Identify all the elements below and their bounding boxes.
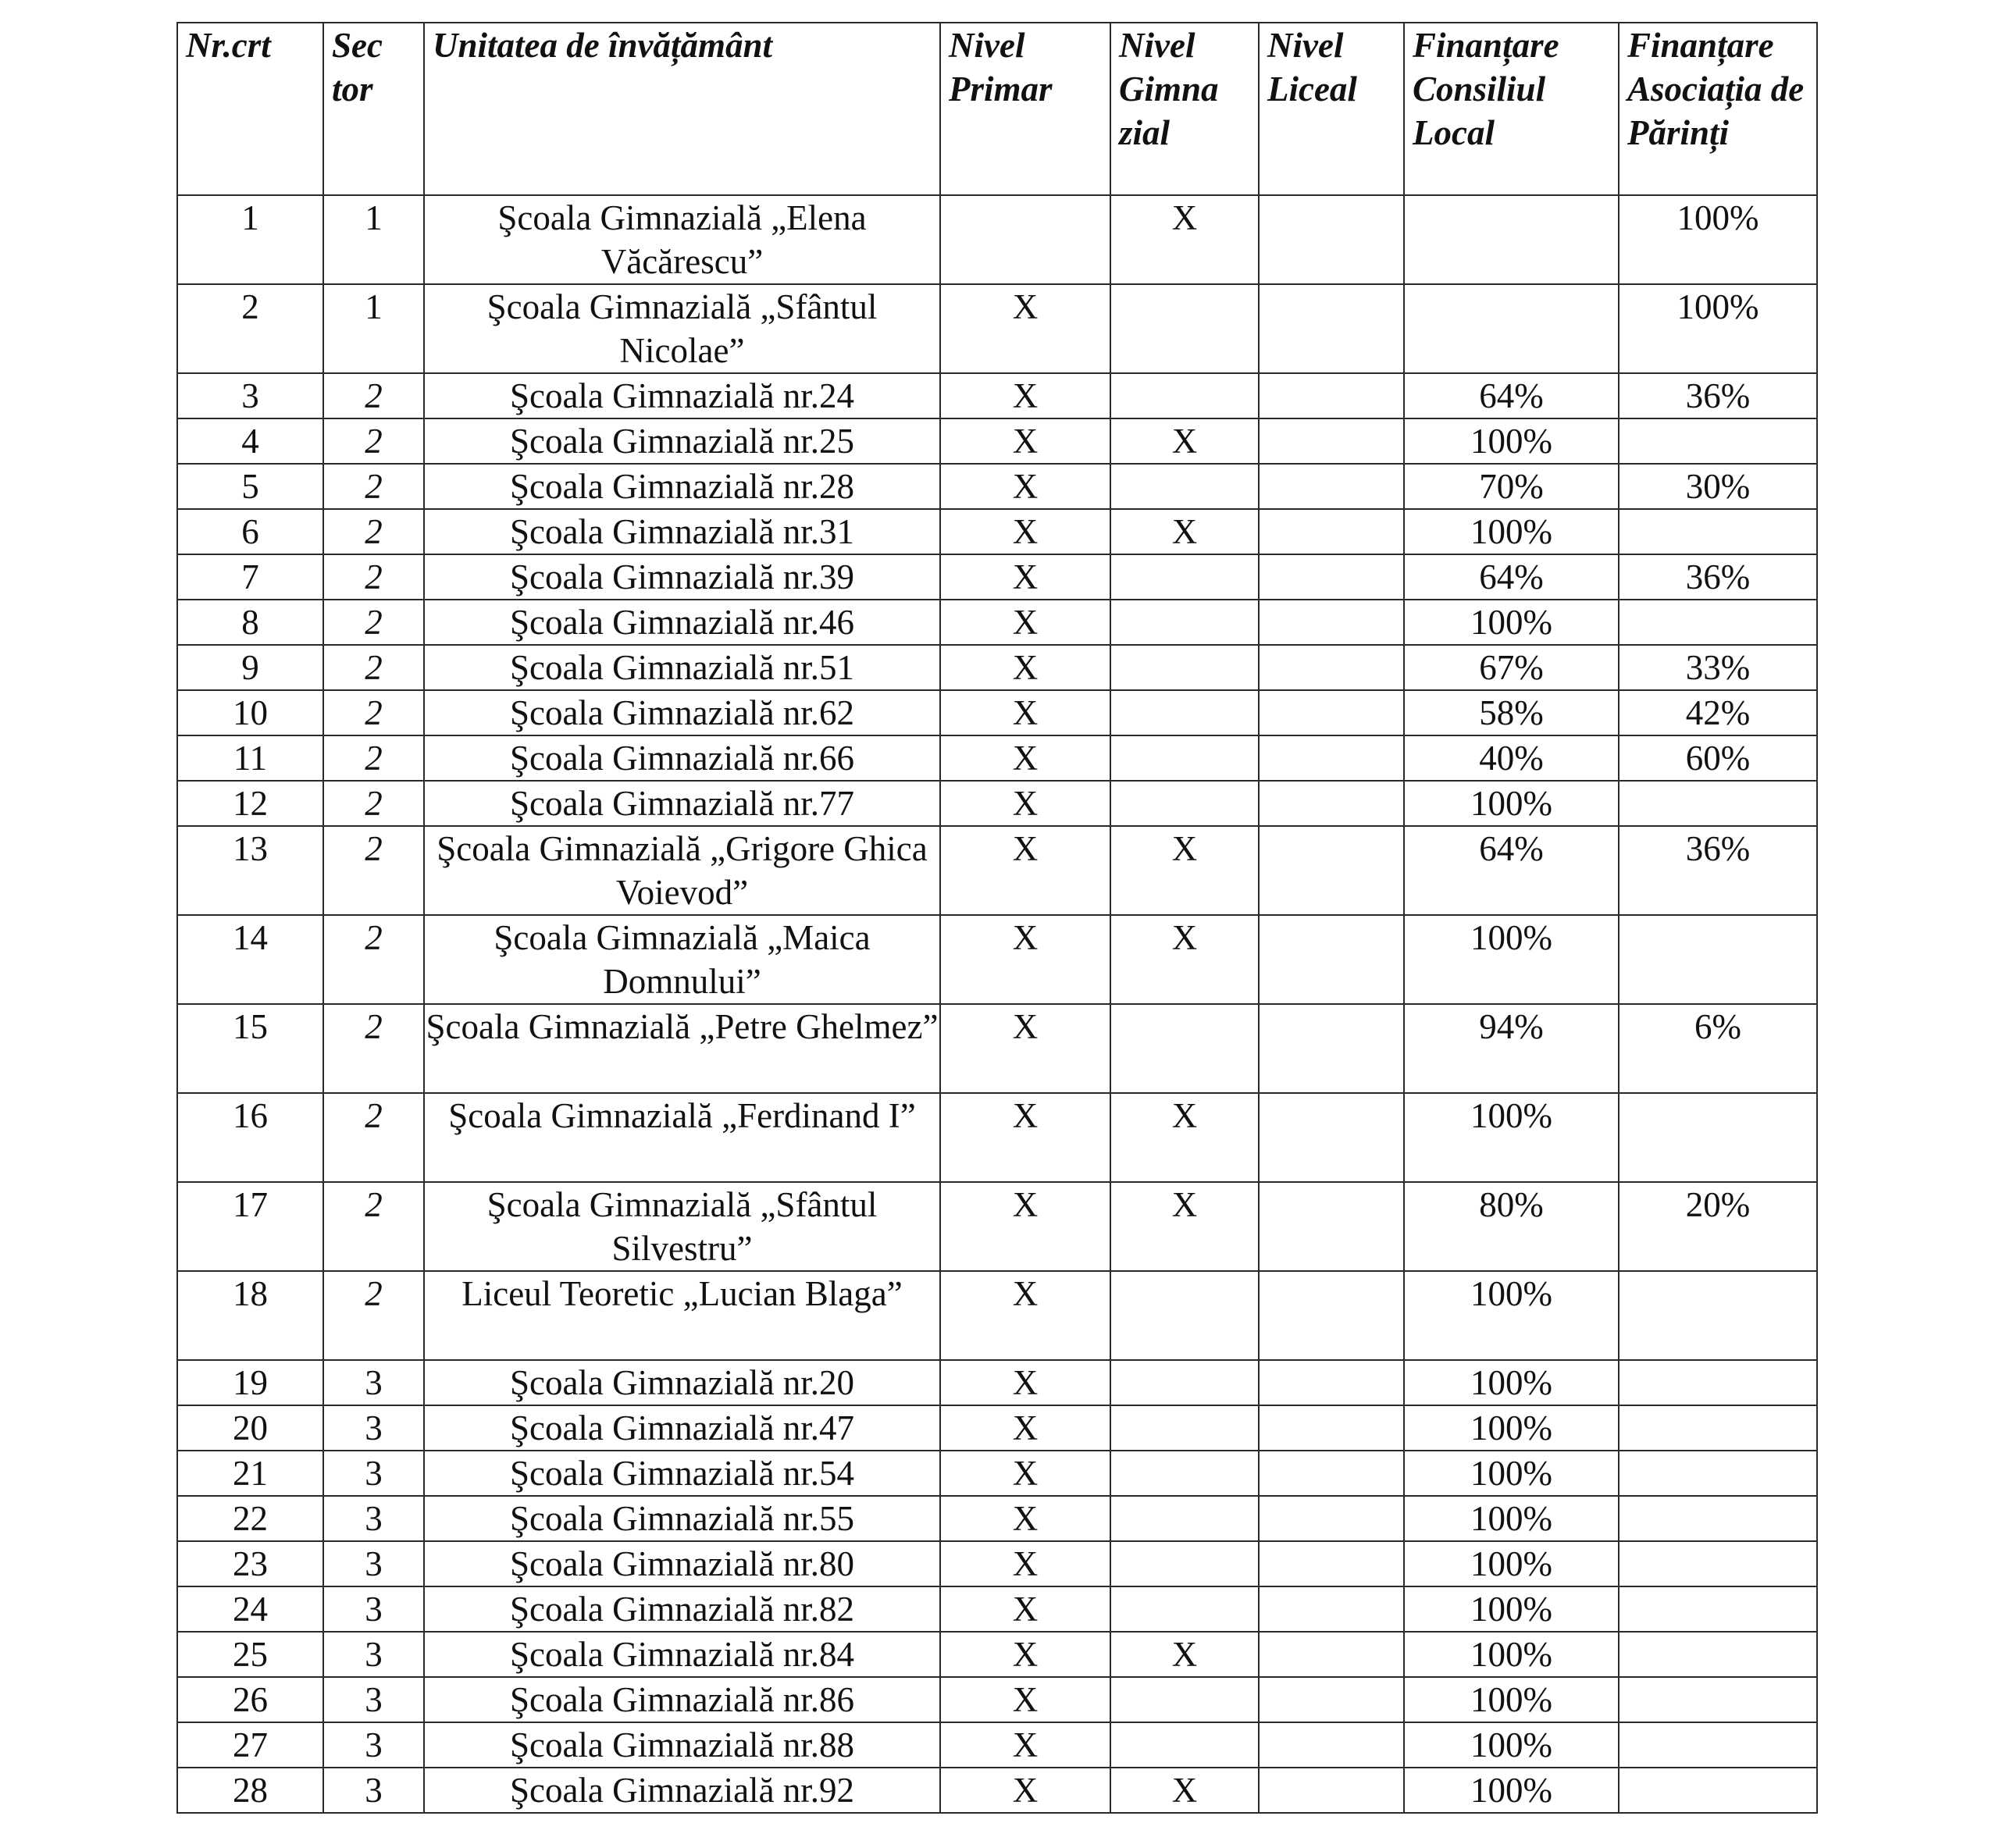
cell-nr: 6 [177, 509, 323, 554]
cell-consiliu: 100% [1404, 1360, 1619, 1405]
cell-liceal [1259, 1405, 1404, 1451]
header-sector: Sec tor [323, 23, 424, 195]
cell-nr: 24 [177, 1586, 323, 1632]
cell-sector: 2 [323, 600, 424, 645]
cell-parinti [1619, 1632, 1817, 1677]
cell-primar: X [940, 781, 1110, 826]
cell-consiliu: 100% [1404, 1632, 1619, 1677]
cell-unit: Şcoala Gimnazială nr.55 [424, 1496, 940, 1541]
cell-consiliu: 100% [1404, 1722, 1619, 1768]
table-row [177, 1182, 1817, 1271]
cell-sector: 1 [323, 284, 424, 373]
cell-parinti [1619, 1722, 1817, 1768]
cell-nr: 20 [177, 1405, 323, 1451]
cell-unit: Şcoala Gimnazială „Grigore Ghica Voievod” [424, 826, 940, 915]
table-row [177, 1004, 1817, 1093]
cell-liceal [1259, 1677, 1404, 1722]
cell-nr: 5 [177, 464, 323, 509]
cell-unit: Şcoala Gimnazială nr.39 [424, 554, 940, 600]
cell-gimnazial [1110, 554, 1259, 600]
cell-sector: 1 [323, 195, 424, 284]
cell-unit: Şcoala Gimnazială nr.84 [424, 1632, 940, 1677]
cell-unit: Şcoala Gimnazială „Maica Domnului” [424, 915, 940, 1004]
cell-gimnazial [1110, 1586, 1259, 1632]
cell-unit: Şcoala Gimnazială nr.92 [424, 1768, 940, 1813]
cell-unit: Şcoala Gimnazială nr.62 [424, 690, 940, 735]
cell-liceal [1259, 781, 1404, 826]
cell-unit: Şcoala Gimnazială „Ferdinand I” [424, 1093, 940, 1182]
cell-gimnazial [1110, 600, 1259, 645]
cell-parinti: 6% [1619, 1004, 1817, 1093]
cell-primar: X [940, 1271, 1110, 1360]
cell-parinti [1619, 1451, 1817, 1496]
cell-sector: 2 [323, 509, 424, 554]
cell-sector: 3 [323, 1360, 424, 1405]
cell-primar: X [940, 826, 1110, 915]
cell-liceal [1259, 1093, 1404, 1182]
cell-unit: Şcoala Gimnazială „Sfântul Silvestru” [424, 1182, 940, 1271]
table-row [177, 464, 1817, 509]
cell-primar: X [940, 1093, 1110, 1182]
cell-unit: Şcoala Gimnazială nr.80 [424, 1541, 940, 1586]
cell-nr: 4 [177, 418, 323, 464]
header-row [177, 23, 1817, 195]
cell-sector: 2 [323, 1093, 424, 1182]
cell-liceal [1259, 600, 1404, 645]
cell-primar: X [940, 1722, 1110, 1768]
cell-nr: 25 [177, 1632, 323, 1677]
cell-sector: 3 [323, 1677, 424, 1722]
header-liceal: Nivel Liceal [1259, 23, 1404, 195]
cell-sector: 2 [323, 645, 424, 690]
cell-sector: 3 [323, 1541, 424, 1586]
cell-nr: 21 [177, 1451, 323, 1496]
cell-unit: Şcoala Gimnazială nr.51 [424, 645, 940, 690]
cell-primar [940, 195, 1110, 284]
cell-sector: 2 [323, 1004, 424, 1093]
cell-sector: 3 [323, 1451, 424, 1496]
cell-primar: X [940, 1586, 1110, 1632]
cell-liceal [1259, 373, 1404, 418]
cell-gimnazial: X [1110, 418, 1259, 464]
cell-nr: 12 [177, 781, 323, 826]
cell-primar: X [940, 1541, 1110, 1586]
table-row [177, 1093, 1817, 1182]
cell-consiliu: 100% [1404, 1451, 1619, 1496]
cell-liceal [1259, 1451, 1404, 1496]
cell-liceal [1259, 1360, 1404, 1405]
cell-parinti [1619, 1405, 1817, 1451]
cell-sector: 2 [323, 418, 424, 464]
cell-gimnazial [1110, 690, 1259, 735]
cell-parinti: 33% [1619, 645, 1817, 690]
cell-nr: 8 [177, 600, 323, 645]
cell-consiliu: 100% [1404, 600, 1619, 645]
cell-liceal [1259, 554, 1404, 600]
cell-consiliu: 94% [1404, 1004, 1619, 1093]
cell-sector: 2 [323, 1271, 424, 1360]
cell-unit: Şcoala Gimnazială nr.28 [424, 464, 940, 509]
cell-consiliu: 100% [1404, 915, 1619, 1004]
cell-unit: Şcoala Gimnazială nr.31 [424, 509, 940, 554]
header-parinti: Finanțare Asociația de Părinți [1619, 23, 1817, 195]
cell-primar: X [940, 418, 1110, 464]
cell-gimnazial [1110, 1722, 1259, 1768]
cell-liceal [1259, 1271, 1404, 1360]
cell-liceal [1259, 195, 1404, 284]
cell-nr: 1 [177, 195, 323, 284]
cell-liceal [1259, 690, 1404, 735]
cell-unit: Şcoala Gimnazială nr.77 [424, 781, 940, 826]
cell-primar: X [940, 1451, 1110, 1496]
cell-primar: X [940, 600, 1110, 645]
cell-gimnazial [1110, 373, 1259, 418]
cell-nr: 11 [177, 735, 323, 781]
cell-parinti [1619, 1586, 1817, 1632]
cell-primar: X [940, 1632, 1110, 1677]
cell-unit: Şcoala Gimnazială „Sfântul Nicolae” [424, 284, 940, 373]
cell-liceal [1259, 1182, 1404, 1271]
table-row [177, 509, 1817, 554]
table-row [177, 600, 1817, 645]
cell-consiliu: 100% [1404, 1496, 1619, 1541]
table-row [177, 1722, 1817, 1768]
cell-gimnazial: X [1110, 1182, 1259, 1271]
cell-unit: Liceul Teoretic „Lucian Blaga” [424, 1271, 940, 1360]
cell-primar: X [940, 690, 1110, 735]
cell-unit: Şcoala Gimnazială nr.25 [424, 418, 940, 464]
cell-primar: X [940, 1496, 1110, 1541]
cell-parinti: 36% [1619, 373, 1817, 418]
cell-consiliu: 100% [1404, 1541, 1619, 1586]
cell-parinti: 36% [1619, 554, 1817, 600]
table-row [177, 1768, 1817, 1813]
cell-liceal [1259, 1496, 1404, 1541]
cell-unit: Şcoala Gimnazială nr.54 [424, 1451, 940, 1496]
cell-unit: Şcoala Gimnazială nr.24 [424, 373, 940, 418]
cell-gimnazial [1110, 1405, 1259, 1451]
cell-unit: Şcoala Gimnazială nr.46 [424, 600, 940, 645]
table-row [177, 195, 1817, 284]
cell-parinti [1619, 1677, 1817, 1722]
cell-sector: 2 [323, 464, 424, 509]
cell-liceal [1259, 284, 1404, 373]
cell-liceal [1259, 915, 1404, 1004]
cell-liceal [1259, 1541, 1404, 1586]
cell-primar: X [940, 1768, 1110, 1813]
cell-parinti: 30% [1619, 464, 1817, 509]
cell-gimnazial [1110, 1360, 1259, 1405]
cell-gimnazial [1110, 1451, 1259, 1496]
cell-consiliu: 67% [1404, 645, 1619, 690]
cell-primar: X [940, 735, 1110, 781]
table-row [177, 1541, 1817, 1586]
cell-gimnazial: X [1110, 509, 1259, 554]
cell-parinti [1619, 1360, 1817, 1405]
cell-consiliu: 100% [1404, 1586, 1619, 1632]
table-row [177, 735, 1817, 781]
cell-parinti [1619, 418, 1817, 464]
cell-consiliu: 64% [1404, 373, 1619, 418]
cell-sector: 2 [323, 735, 424, 781]
cell-sector: 3 [323, 1405, 424, 1451]
cell-parinti: 36% [1619, 826, 1817, 915]
cell-parinti [1619, 1093, 1817, 1182]
cell-consiliu: 100% [1404, 1405, 1619, 1451]
cell-nr: 7 [177, 554, 323, 600]
cell-nr: 13 [177, 826, 323, 915]
cell-consiliu: 58% [1404, 690, 1619, 735]
cell-parinti: 20% [1619, 1182, 1817, 1271]
cell-parinti [1619, 1271, 1817, 1360]
cell-consiliu: 100% [1404, 1271, 1619, 1360]
header-gimnazial: Nivel Gimna zial [1110, 23, 1259, 195]
cell-consiliu: 100% [1404, 509, 1619, 554]
cell-nr: 27 [177, 1722, 323, 1768]
cell-parinti [1619, 1496, 1817, 1541]
cell-nr: 14 [177, 915, 323, 1004]
cell-sector: 2 [323, 915, 424, 1004]
cell-sector: 2 [323, 554, 424, 600]
header-primar: Nivel Primar [940, 23, 1110, 195]
cell-gimnazial [1110, 1541, 1259, 1586]
cell-unit: Şcoala Gimnazială nr.88 [424, 1722, 940, 1768]
cell-sector: 2 [323, 781, 424, 826]
cell-liceal [1259, 1632, 1404, 1677]
table-row [177, 284, 1817, 373]
table-row [177, 1451, 1817, 1496]
table-row [177, 373, 1817, 418]
cell-nr: 16 [177, 1093, 323, 1182]
table-row [177, 826, 1817, 915]
cell-gimnazial [1110, 464, 1259, 509]
cell-unit: Şcoala Gimnazială nr.20 [424, 1360, 940, 1405]
cell-primar: X [940, 284, 1110, 373]
header-unit: Unitatea de învățământ [424, 23, 940, 195]
cell-nr: 18 [177, 1271, 323, 1360]
cell-parinti [1619, 781, 1817, 826]
cell-sector: 3 [323, 1722, 424, 1768]
cell-gimnazial [1110, 1496, 1259, 1541]
cell-consiliu [1404, 195, 1619, 284]
cell-consiliu: 100% [1404, 418, 1619, 464]
cell-liceal [1259, 1768, 1404, 1813]
table-row [177, 645, 1817, 690]
cell-consiliu: 100% [1404, 781, 1619, 826]
cell-sector: 3 [323, 1632, 424, 1677]
cell-primar: X [940, 1405, 1110, 1451]
cell-parinti: 100% [1619, 284, 1817, 373]
cell-gimnazial [1110, 735, 1259, 781]
cell-primar: X [940, 915, 1110, 1004]
cell-primar: X [940, 554, 1110, 600]
cell-unit: Şcoala Gimnazială „Petre Ghelmez” [424, 1004, 940, 1093]
cell-unit: Şcoala Gimnazială nr.66 [424, 735, 940, 781]
cell-sector: 2 [323, 690, 424, 735]
cell-parinti [1619, 1541, 1817, 1586]
cell-primar: X [940, 464, 1110, 509]
cell-nr: 3 [177, 373, 323, 418]
cell-liceal [1259, 509, 1404, 554]
cell-gimnazial [1110, 1271, 1259, 1360]
cell-liceal [1259, 418, 1404, 464]
cell-nr: 28 [177, 1768, 323, 1813]
cell-parinti [1619, 509, 1817, 554]
cell-consiliu: 80% [1404, 1182, 1619, 1271]
cell-parinti: 100% [1619, 195, 1817, 284]
cell-gimnazial: X [1110, 915, 1259, 1004]
cell-nr: 22 [177, 1496, 323, 1541]
cell-sector: 3 [323, 1496, 424, 1541]
table-row [177, 690, 1817, 735]
cell-liceal [1259, 735, 1404, 781]
cell-unit: Şcoala Gimnazială „Elena Văcărescu” [424, 195, 940, 284]
cell-sector: 2 [323, 373, 424, 418]
cell-gimnazial: X [1110, 1768, 1259, 1813]
cell-parinti [1619, 600, 1817, 645]
table-row [177, 554, 1817, 600]
cell-primar: X [940, 1677, 1110, 1722]
cell-nr: 23 [177, 1541, 323, 1586]
cell-consiliu: 64% [1404, 554, 1619, 600]
table-row [177, 1586, 1817, 1632]
table-row [177, 1405, 1817, 1451]
cell-gimnazial: X [1110, 1093, 1259, 1182]
table-row [177, 1632, 1817, 1677]
cell-nr: 9 [177, 645, 323, 690]
cell-nr: 26 [177, 1677, 323, 1722]
cell-consiliu [1404, 284, 1619, 373]
cell-primar: X [940, 1004, 1110, 1093]
table-row [177, 1271, 1817, 1360]
cell-sector: 2 [323, 826, 424, 915]
cell-liceal [1259, 1004, 1404, 1093]
cell-gimnazial [1110, 1677, 1259, 1722]
cell-parinti [1619, 1768, 1817, 1813]
cell-liceal [1259, 464, 1404, 509]
cell-liceal [1259, 826, 1404, 915]
table-row [177, 915, 1817, 1004]
cell-liceal [1259, 1586, 1404, 1632]
cell-unit: Şcoala Gimnazială nr.47 [424, 1405, 940, 1451]
cell-gimnazial: X [1110, 1632, 1259, 1677]
cell-consiliu: 100% [1404, 1677, 1619, 1722]
table-row [177, 781, 1817, 826]
cell-sector: 2 [323, 1182, 424, 1271]
cell-nr: 2 [177, 284, 323, 373]
cell-consiliu: 100% [1404, 1093, 1619, 1182]
cell-gimnazial [1110, 781, 1259, 826]
table-body [177, 195, 1817, 1813]
cell-gimnazial [1110, 284, 1259, 373]
cell-gimnazial: X [1110, 826, 1259, 915]
header-nr: Nr.crt [177, 23, 323, 195]
cell-nr: 19 [177, 1360, 323, 1405]
cell-nr: 15 [177, 1004, 323, 1093]
cell-consiliu: 64% [1404, 826, 1619, 915]
cell-liceal [1259, 1722, 1404, 1768]
table-row [177, 1677, 1817, 1722]
cell-consiliu: 40% [1404, 735, 1619, 781]
cell-primar: X [940, 373, 1110, 418]
cell-gimnazial [1110, 1004, 1259, 1093]
cell-primar: X [940, 1182, 1110, 1271]
cell-sector: 3 [323, 1586, 424, 1632]
cell-sector: 3 [323, 1768, 424, 1813]
table-row [177, 418, 1817, 464]
cell-consiliu: 70% [1404, 464, 1619, 509]
cell-gimnazial: X [1110, 195, 1259, 284]
header-consiliu: Finanțare Consiliul Local [1404, 23, 1619, 195]
cell-primar: X [940, 1360, 1110, 1405]
cell-unit: Şcoala Gimnazială nr.82 [424, 1586, 940, 1632]
table-row [177, 1360, 1817, 1405]
cell-parinti [1619, 915, 1817, 1004]
cell-primar: X [940, 509, 1110, 554]
cell-consiliu: 100% [1404, 1768, 1619, 1813]
cell-parinti: 60% [1619, 735, 1817, 781]
cell-liceal [1259, 645, 1404, 690]
cell-parinti: 42% [1619, 690, 1817, 735]
cell-nr: 10 [177, 690, 323, 735]
table-row [177, 1496, 1817, 1541]
cell-gimnazial [1110, 645, 1259, 690]
cell-nr: 17 [177, 1182, 323, 1271]
cell-primar: X [940, 645, 1110, 690]
schools-financing-table [176, 22, 1818, 1814]
cell-unit: Şcoala Gimnazială nr.86 [424, 1677, 940, 1722]
